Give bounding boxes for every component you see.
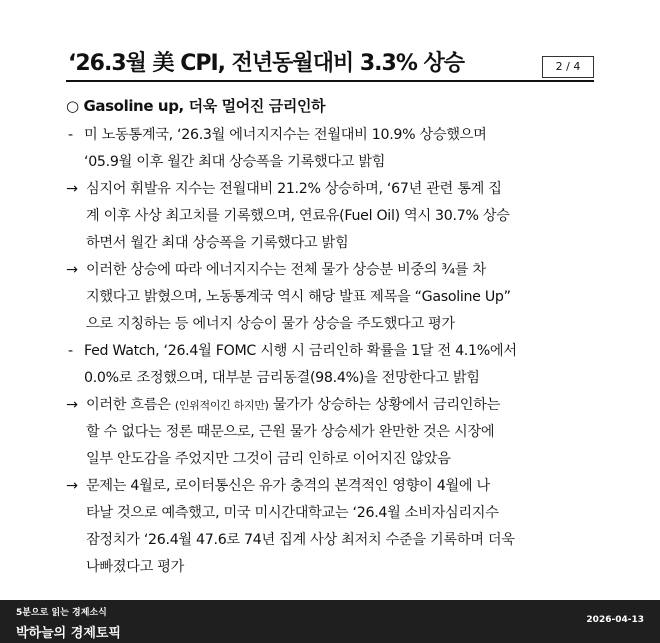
list-item-line: ‘05.9월 이후 월간 최대 상승폭을 기록했다고 밝힘 [84,154,386,170]
list-item-line: Fed Watch, ‘26.4월 FOMC 시행 시 금리인하 확률을 1달 전 4.1%에서 [84,343,517,359]
arrow-marker: → [66,478,78,494]
list-item-line: 할 수 없다는 정론 때문으로, 근원 물가 상승세가 완만한 것은 시장에 [86,424,495,440]
list-item [66,338,606,392]
list-item-line: 심지어 휘발유 지수는 전월대비 21.2% 상승하며, ‘67년 관련 통계 집 [86,181,502,197]
content-body [66,95,606,581]
dash-marker: - [68,127,73,143]
list-item-line [86,392,606,419]
list-item-line: 문제는 4월로, 로이터통신은 유가 충격의 본격적인 영향이 4월에 나 [86,478,490,494]
list-item-line: 일부 안도감을 주었지만 그것이 금리 인하로 이어지진 않았음 [86,451,451,467]
line-text: 물가가 상승하는 상황에서 금리인하는 [268,397,500,413]
list-item-line: 이러한 상승에 따라 에너지지수는 전체 물가 상승분 비중의 ¾를 차 [86,262,486,278]
list-item-line: 으로 지칭하는 등 에너지 상승이 물가 상승을 주도했다고 평가 [86,316,455,332]
arrow-marker: → [66,262,78,278]
line-text: 이러한 흐름은 [86,397,175,413]
title-divider [66,80,594,82]
dash-marker: - [68,343,73,359]
arrow-marker: → [66,397,78,413]
list-item-line: 지했다고 밝혔으며, 노동통계국 역시 해당 발표 제목을 “Gasoline Up” [86,289,511,305]
list-item-line: 나빠졌다고 평가 [86,559,185,575]
list-item [66,392,606,473]
list-item-line: 잠정치가 ‘26.4월 47.6로 74년 집계 사상 최저치 수준을 기록하며 더욱 [86,532,515,548]
footer-brand: 박하늘의 경제토픽 [16,626,121,641]
list-item [66,257,606,338]
list-item-line: 계 이후 사상 최고치를 기록했으며, 연료유(Fuel Oil) 역시 30.7% 상승 [86,208,510,224]
parenthetical-note: (인위적이긴 하지만) [174,399,269,412]
list-item-line: 하면서 월간 최대 상승폭을 기록했다고 밝힘 [86,235,349,251]
list-item-line: 0.0%로 조정했으며, 대부분 금리동결(98.4%)을 전망한다고 밝힘 [84,370,480,386]
list-item-line: 타날 것으로 예측했고, 미국 미시간대학교는 ‘26.4월 소비자심리지수 [86,505,499,521]
page-indicator: 2 / 4 [542,56,594,78]
page-title: ‘26.3월 美 CPI, 전년동월대비 3.3% 상승 [68,51,465,76]
list-item [66,176,606,257]
list-item [66,473,606,581]
arrow-marker: → [66,181,78,197]
footer-date: 2026-04-13 [586,615,644,625]
footer-bar [0,600,660,643]
footer-subtitle: 5분으로 읽는 경제소식 [16,608,107,618]
section-heading: ○ Gasoline up, 더욱 멀어진 금리인하 [66,97,326,115]
list-item [66,122,606,176]
list-item-line: 미 노동통계국, ‘26.3월 에너지지수는 전월대비 10.9% 상승했으며 [84,127,487,143]
